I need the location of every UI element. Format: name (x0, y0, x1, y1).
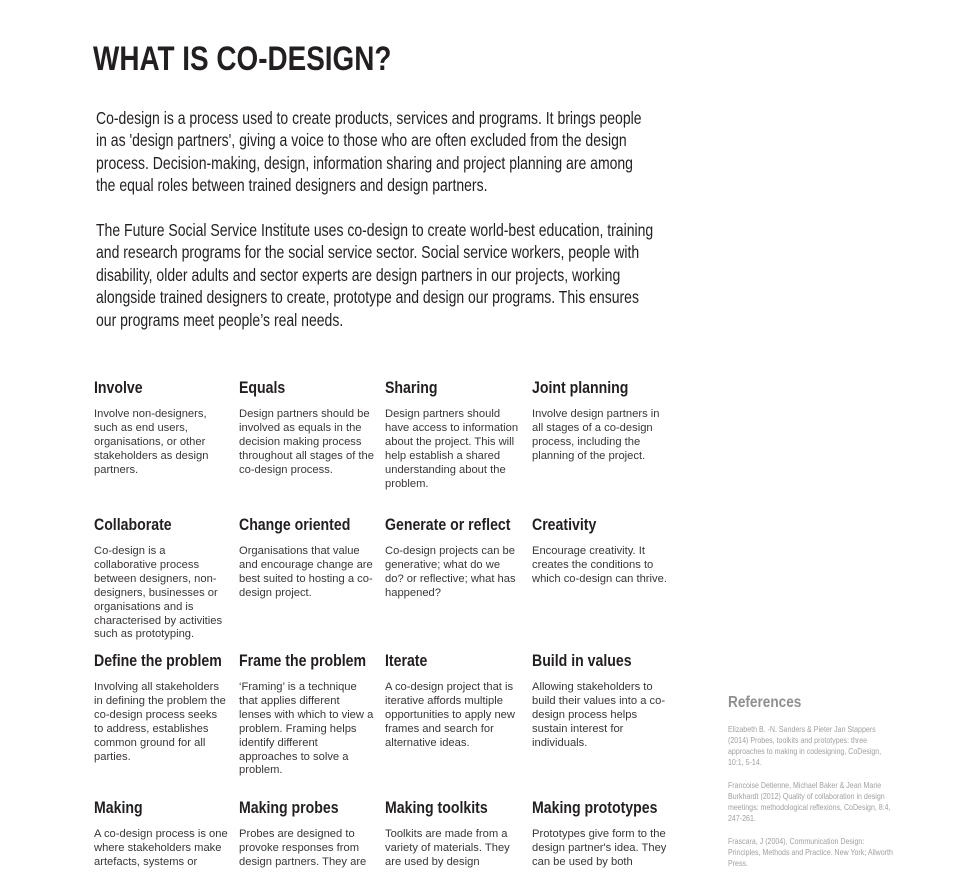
principle-card (385, 651, 535, 749)
principle-heading: Making probes (239, 798, 339, 817)
principle-heading: Build in values (532, 651, 632, 670)
principle-text: Involving all stakeholders in defining the problem the co-design process seeks to address, establishes common ground for all parties. (94, 681, 226, 763)
principle-card (94, 798, 244, 868)
principle-text: A co-design process is one where stakeholders make artefacts, systems or (94, 828, 228, 868)
reference-item: Frascara, J (2004), Communication Design: Principles, Methods and Practice. New York; Allworth Press. (728, 836, 893, 869)
principle-heading: Collaborate (94, 515, 172, 534)
principle-heading: Creativity (532, 515, 597, 534)
principle-text: Involve design partners in all stages of a co-design process, including the planning of the project. (532, 408, 660, 462)
principle-text: Allowing stakeholders to build their values into a co-design process helps sustain interest for individuals. (532, 681, 666, 749)
principle-heading: Define the problem (94, 651, 222, 670)
principle-card (385, 515, 535, 599)
principle-text: Encourage creativity. It creates the conditions to which co-design can thrive. (532, 545, 667, 585)
principle-text: Involve non-designers, such as end users, organisations, or other stakeholders as design partners. (94, 408, 209, 476)
intro-paragraph: Co-design is a process used to create products, services and programs. It brings people in as 'design partners', giving a voice to those who are often excluded from the design process. Decision-making, design, information sharing and project planning are among the equal roles between trained designers and design partners. (96, 108, 642, 196)
principle-card (239, 798, 389, 868)
reference-item: Elizabeth B. -N. Sanders & Pieter Jan Stappers (2014) Probes, toolkits and prototypes: three approaches to making in codesigning, CoDesign, 10:1, 5-14. (728, 724, 882, 768)
principle-heading: Sharing (385, 378, 438, 397)
principle-text: Co-design projects can be generative; what do we do? or reflective; what has happened? (385, 545, 516, 599)
references-heading: References (728, 694, 802, 711)
principle-heading: Making (94, 798, 143, 817)
reference-item: Francoise Detienne, Michael Baker & Jean Marie Burkhardt (2012) Quality of collaboration in design meetings: methodological reflexions, CoDesign, 8:4, 247-261. (728, 780, 891, 824)
principle-text: Organisations that value and encourage change are best suited to hosting a co-design project. (239, 545, 373, 599)
principle-card (94, 515, 244, 641)
principle-card (385, 798, 535, 868)
principle-text: Prototypes give form to the design partner's idea. They can be used by both (532, 828, 667, 868)
principle-card (239, 651, 389, 777)
principle-heading: Involve (94, 378, 143, 397)
principle-card (385, 378, 535, 490)
intro-paragraph: The Future Social Service Institute uses co-design to create world-best education, training and research programs for the social service sector. Social service workers, people with disability, older adults and sector experts are design partners in our projects, working alongside trained designers to create, prototype and design our programs. This ensures our programs meet people’s real needs. (96, 220, 654, 330)
principle-card (239, 378, 389, 476)
principle-card (532, 515, 682, 585)
principle-text: Co-design is a collaborative process between designers, non-designers, businesses or organisations and is characterised by activities such as prototyping. (94, 545, 223, 641)
principle-heading: Making prototypes (532, 798, 658, 817)
principle-card (532, 651, 682, 749)
principle-heading: Equals (239, 378, 286, 397)
principle-heading: Frame the problem (239, 651, 367, 670)
principle-heading: Change oriented (239, 515, 351, 534)
principle-text: A co-design project that is iterative affords multiple opportunities to apply new frames and search for alternative ideas. (385, 681, 515, 749)
principle-card (94, 378, 244, 476)
principle-card (532, 378, 682, 462)
principle-heading: Making toolkits (385, 798, 488, 817)
page-title: WHAT IS CO-DESIGN? (93, 40, 392, 78)
principle-text: Toolkits are made from a variety of materials. They are used by design (385, 828, 510, 868)
references-section (728, 694, 903, 869)
principle-card (239, 515, 389, 599)
principle-heading: Iterate (385, 651, 428, 670)
principle-card (532, 798, 682, 868)
principle-card (94, 651, 244, 763)
principle-heading: Joint planning (532, 378, 629, 397)
principle-text: Probes are designed to provoke responses from design partners. They are (239, 828, 367, 868)
principle-heading: Generate or reflect (385, 515, 511, 534)
principle-text: ‘Framing’ is a technique that applies different lenses with which to view a problem. Framing helps identify different approaches to solve a problem. (239, 681, 374, 777)
principle-text: Design partners should be involved as equals in the decision making process throughout all stages of the co-design process. (239, 408, 374, 476)
principle-text: Design partners should have access to information about the project. This will help establish a shared understanding about the problem. (385, 408, 519, 490)
